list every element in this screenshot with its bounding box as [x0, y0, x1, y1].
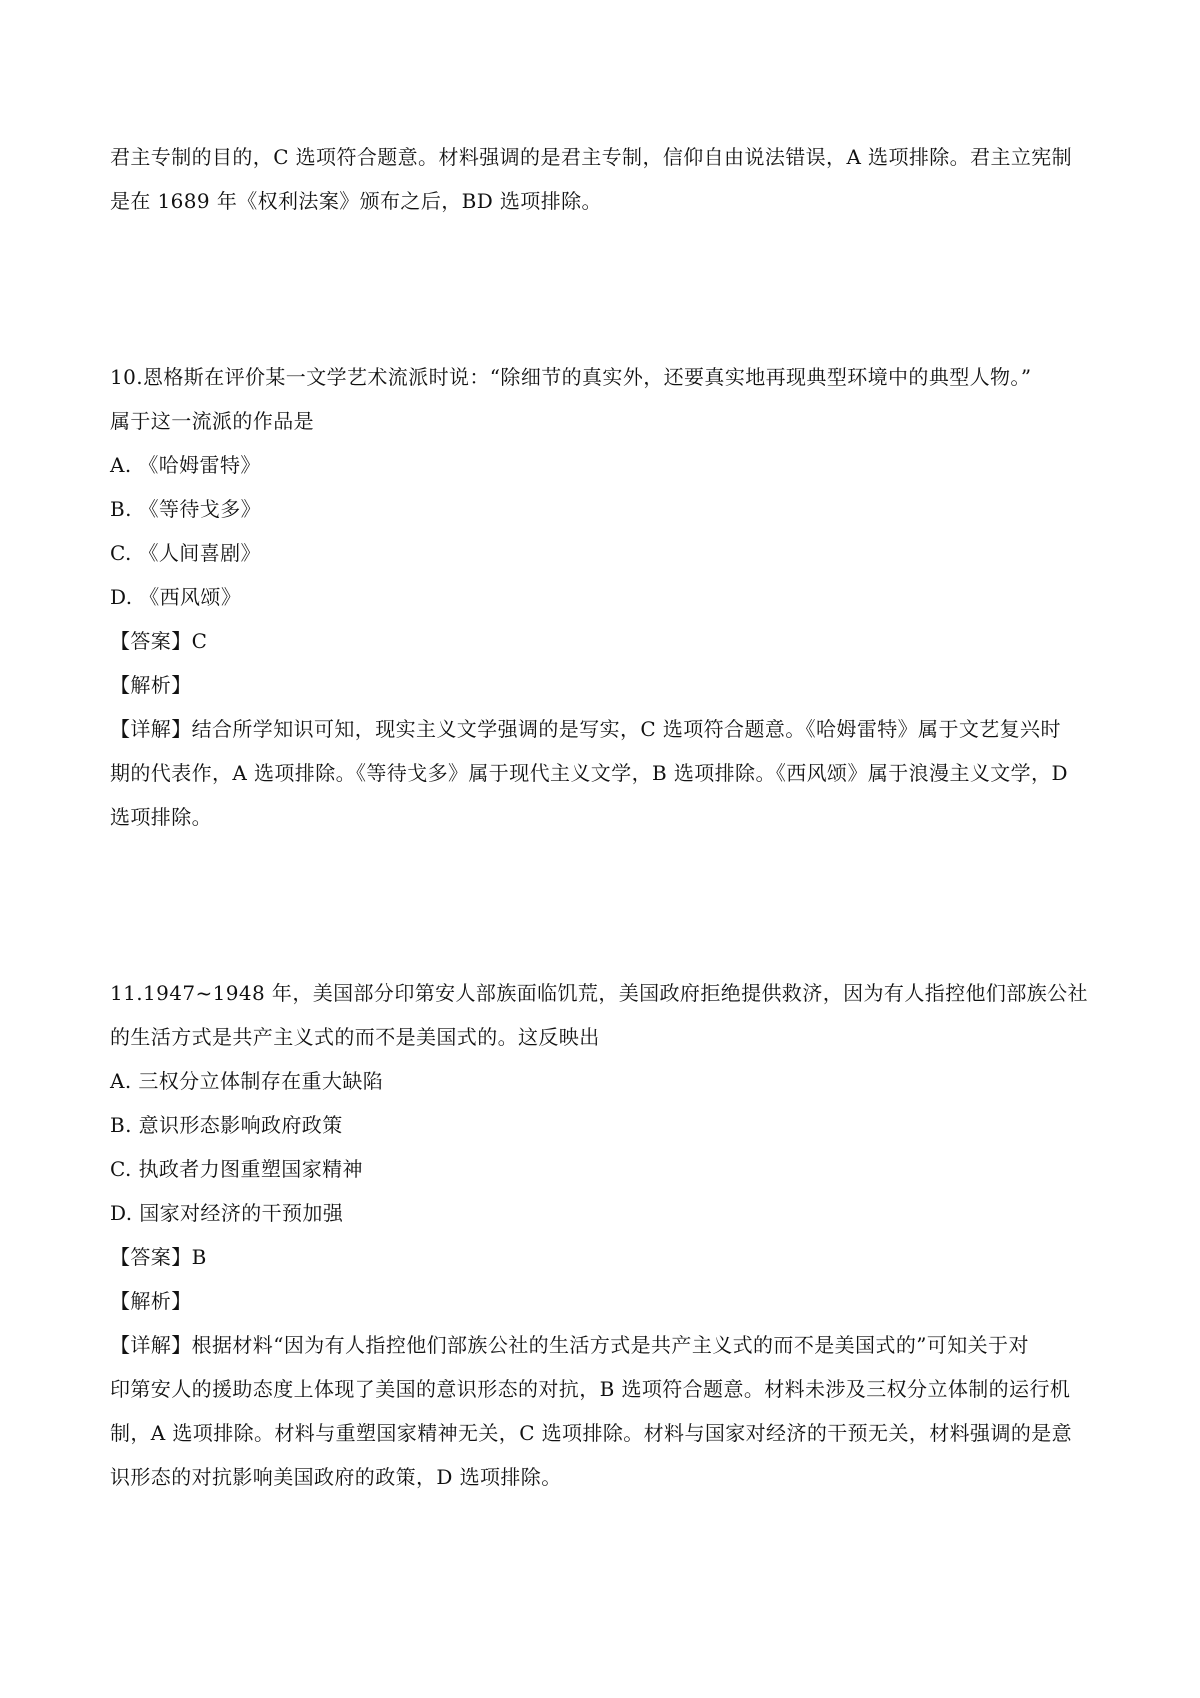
q10-detail-line: 【详解】结合所学知识可知，现实主义文学强调的是写实，C 选项符合题意。《哈姆雷特》属于文艺复兴时: [110, 717, 1061, 741]
q11-detail-line: 印第安人的援助态度上体现了美国的意识形态的对抗，B 选项符合题意。材料未涉及三权分立体制的运行机: [110, 1377, 1071, 1401]
q11-detail-line: 制，A 选项排除。材料与重塑国家精神无关，C 选项排除。材料与国家对经济的干预无关，材料强调的是意: [110, 1421, 1073, 1445]
q11-answer: 【答案】B: [110, 1245, 207, 1269]
q10-option-a: A. 《哈姆雷特》: [110, 453, 261, 477]
q11-detail-line: 【详解】根据材料“因为有人指控他们部族公社的生活方式是共产主义式的而不是美国式的”可知关于对: [110, 1333, 1029, 1357]
q10-option-b: B. 《等待戈多》: [110, 497, 262, 521]
q11-option-b: B. 意识形态影响政府政策: [110, 1113, 343, 1137]
q11-option-d: D. 国家对经济的干预加强: [110, 1201, 344, 1225]
q10-detail-line: 选项排除。: [110, 805, 212, 829]
q10-detail-line: 期的代表作，A 选项排除。《等待戈多》属于现代主义文学，B 选项排除。《西风颂》属于浪漫主义文学，D: [110, 761, 1068, 785]
q11-detail-line: 识形态的对抗影响美国政府的政策，D 选项排除。: [110, 1465, 562, 1489]
q11-stem-line: 的生活方式是共产主义式的而不是美国式的。这反映出: [110, 1025, 600, 1049]
q11-option-a: A. 三权分立体制存在重大缺陷: [110, 1069, 384, 1093]
q11-option-c: C. 执政者力图重塑国家精神: [110, 1157, 363, 1181]
intro-line: 是在 1689 年《权利法案》颁布之后，BD 选项排除。: [110, 189, 602, 213]
q10-analysis-label: 【解析】: [110, 673, 192, 697]
q10-option-d: D. 《西风颂》: [110, 585, 242, 609]
q10-stem-line: 10.恩格斯在评价某一文学艺术流派时说：“除细节的真实外，还要真实地再现典型环境中的典型人物。”: [110, 365, 1032, 389]
q11-analysis-label: 【解析】: [110, 1289, 192, 1313]
q10-option-c: C. 《人间喜剧》: [110, 541, 261, 565]
intro-line: 君主专制的目的，C 选项符合题意。材料强调的是君主专制，信仰自由说法错误，A 选项排除。君主立宪制: [110, 145, 1073, 169]
q11-stem-line: 11.1947~1948 年，美国部分印第安人部族面临饥荒，美国政府拒绝提供救济，因为有人指控他们部族公社: [110, 981, 1088, 1005]
q10-answer: 【答案】C: [110, 629, 208, 653]
q10-stem-line: 属于这一流派的作品是: [110, 409, 314, 433]
